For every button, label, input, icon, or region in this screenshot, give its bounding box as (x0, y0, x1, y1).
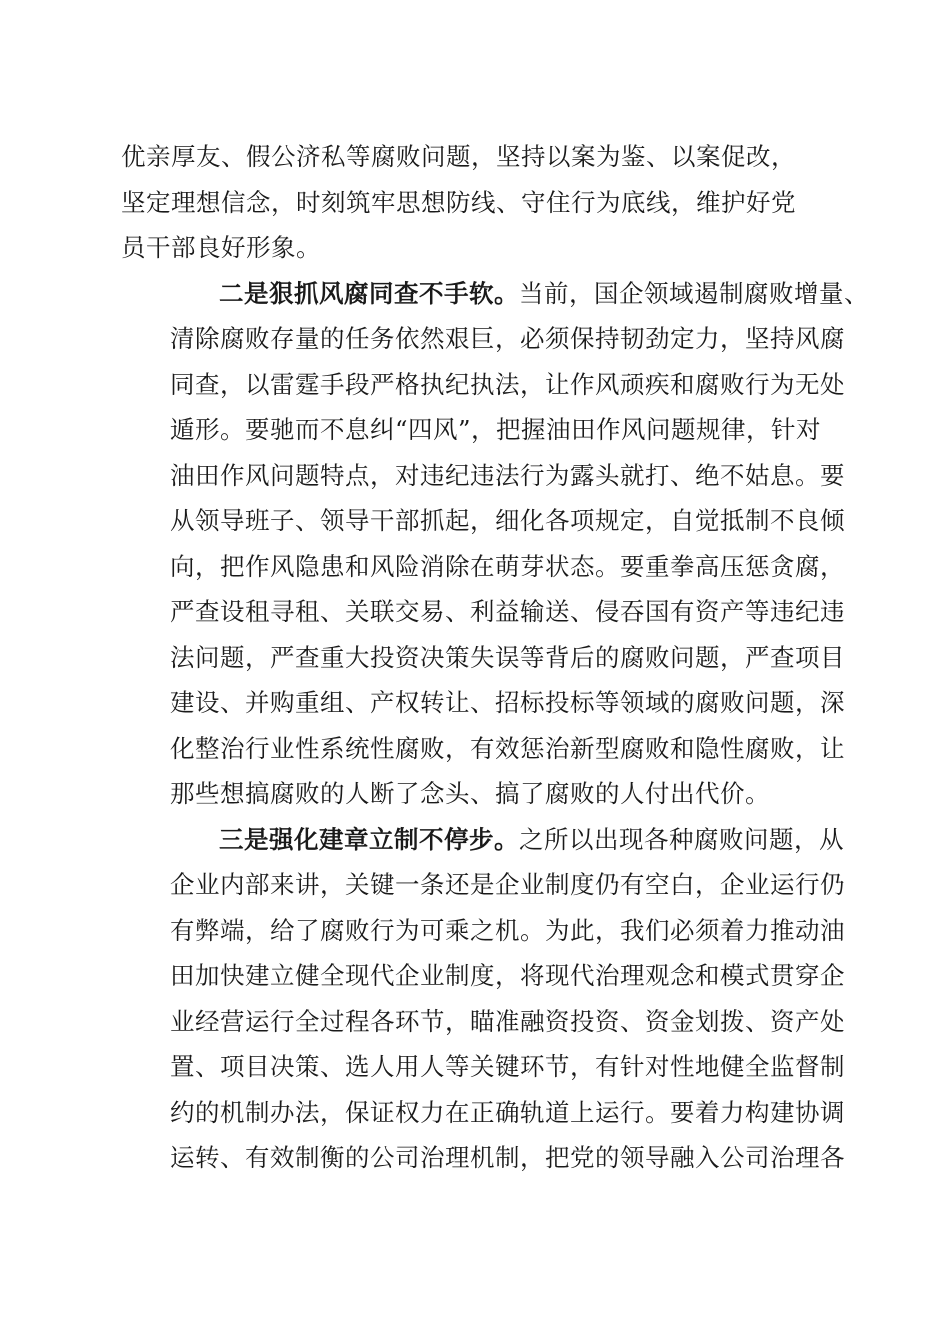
document-body (121, 134, 869, 1181)
paragraph-line: 严查设租寻租、关联交易、利益输送、侵吞国有资产等违纪违 (170, 597, 845, 626)
paragraph-line: 油田作风问题特点，对违纪违法行为露头就打、绝不姑息。要 (170, 460, 845, 490)
paragraph-line-text: 当前，国企领域遏制腐败增量、 (519, 278, 869, 308)
paragraph-line: 化整治行业性系统性腐败，有效惩治新型腐败和隐性腐败，让 (170, 733, 845, 763)
paragraph-line: 建设、并购重组、产权转让、招标投标等领域的腐败问题，深 (170, 688, 845, 717)
paragraph-line: 业经营运行全过程各环节，瞄准融资投资、资金划拨、资产处 (170, 1006, 845, 1036)
paragraph-line: 同查，以雷霆手段严格执纪执法，让作风顽疾和腐败行为无处 (170, 369, 845, 399)
paragraph-line: 那些想搞腐败的人断了念头、搞了腐败的人付出代价。 (170, 779, 770, 808)
paragraph-line: 约的机制办法，保证权力在正确轨道上运行。要着力构建协调 (170, 1097, 845, 1127)
paragraph-line: 田加快建立健全现代企业制度，将现代治理观念和模式贯穿企 (170, 961, 845, 990)
paragraph-line: 优亲厚友、假公济私等腐败问题，坚持以案为鉴、以案促改， (121, 142, 796, 171)
paragraph-line: 运转、有效制衡的公司治理机制，把党的领导融入公司治理各 (170, 1143, 845, 1172)
paragraph-line: 企业内部来讲，关键一条还是企业制度仍有空白，企业运行仍 (170, 870, 845, 899)
paragraph-2 (121, 271, 869, 817)
paragraph-1 (121, 134, 833, 271)
paragraph-first-line (121, 817, 844, 863)
paragraph-line: 置、项目决策、选人用人等关键环节，有针对性地健全监督制 (170, 1052, 845, 1081)
paragraph-lead: 二是狠抓风腐同查不手软。 (219, 278, 519, 308)
paragraph-line: 清除腐败存量的任务依然艰巨，必须保持韧劲定力，坚持风腐 (170, 324, 845, 353)
paragraph-first-line (121, 271, 869, 317)
paragraph-3 (121, 817, 845, 1181)
paragraph-line: 坚定理想信念，时刻筑牢思想防线、守住行为底线，维护好党 (121, 187, 796, 217)
paragraph-line: 遁形。要驰而不息纠“四风”，把握油田作风问题规律，针对 (170, 415, 822, 444)
paragraph-line-text: 之所以出现各种腐败问题，从 (519, 824, 844, 854)
paragraph-line: 法问题，严查重大投资决策失误等背后的腐败问题，严查项目 (170, 642, 845, 672)
paragraph-line: 有弊端，给了腐败行为可乘之机。为此，我们必须着力推动油 (170, 915, 845, 945)
paragraph-line: 员干部良好形象。 (121, 233, 321, 262)
paragraph-line: 从领导班子、领导干部抓起，细化各项规定，自觉抵制不良倾 (170, 506, 845, 535)
paragraph-line: 向，把作风隐患和风险消除在萌芽状态。要重拳高压惩贪腐， (170, 551, 845, 581)
paragraph-lead: 三是强化建章立制不停步。 (219, 824, 519, 854)
